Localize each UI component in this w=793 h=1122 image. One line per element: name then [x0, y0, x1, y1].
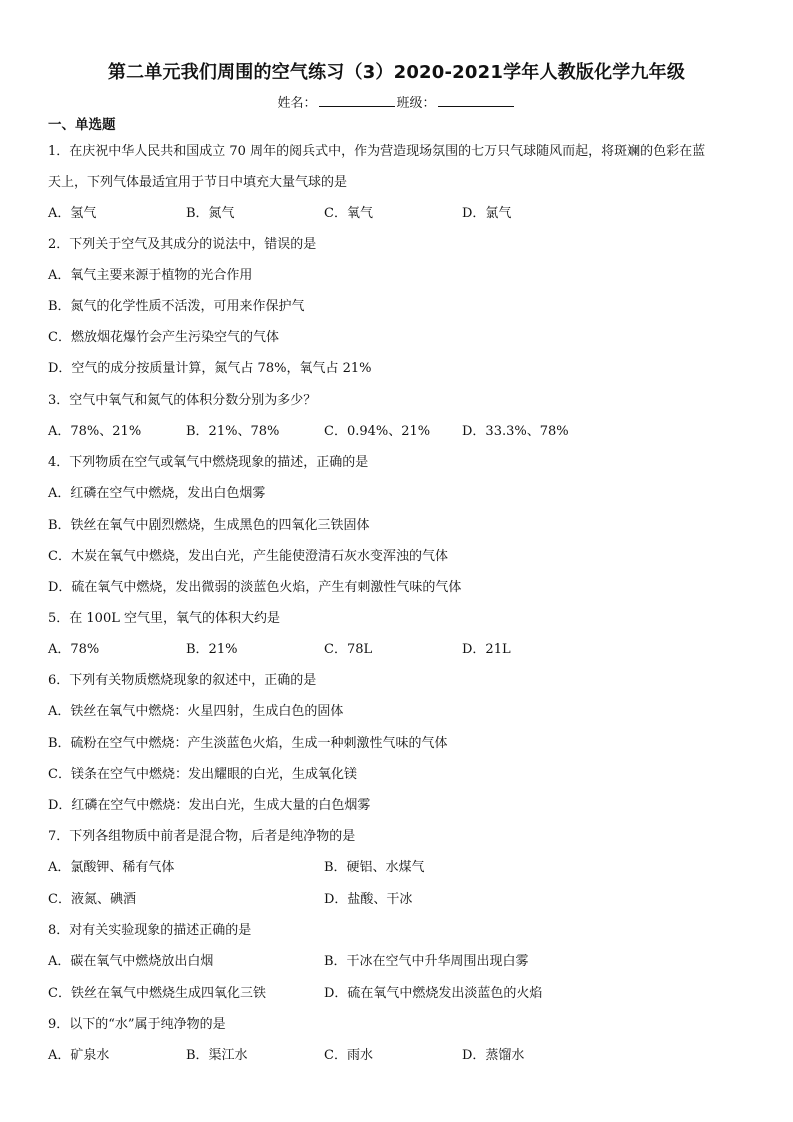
question-3-option-a[interactable]: A．78%、21%	[48, 424, 142, 439]
question-3-line-1: 3．空气中氧气和氮气的体积分数分别为多少？	[48, 393, 317, 408]
question-6-line-1: 6．下列有关物质燃烧现象的叙述中，正确的是	[48, 673, 317, 688]
question-4-option-c[interactable]: C．木炭在氧气中燃烧，发出白光，产生能使澄清石灰水变浑浊的气体	[48, 549, 448, 564]
question-4-option-a[interactable]: A．红磷在空气中燃烧，发出白色烟雾	[48, 486, 266, 501]
question-9-option-a[interactable]: A．矿泉水	[48, 1048, 110, 1063]
name-label: 姓名：	[277, 96, 317, 111]
question-4-option-d[interactable]: D．硫在氧气中燃烧，发出微弱的淡蓝色火焰，产生有刺激性气味的气体	[48, 580, 462, 595]
question-8-line-1: 8．对有关实验现象的描述正确的是	[48, 923, 252, 938]
question-4-option-b[interactable]: B．铁丝在氧气中剧烈燃烧，生成黑色的四氧化三铁固体	[48, 518, 370, 533]
question-2-option-a[interactable]: A．氧气主要来源于植物的光合作用	[48, 268, 253, 283]
question-6-option-c[interactable]: C．镁条在空气中燃烧：发出耀眼的白光，生成氧化镁	[48, 767, 357, 782]
question-1-option-a[interactable]: A．氢气	[48, 206, 97, 221]
question-5-option-b[interactable]: B．21%	[186, 642, 238, 657]
question-1-option-d[interactable]: D．氯气	[462, 206, 512, 221]
question-8-option-a[interactable]: A．碳在氧气中燃烧放出白烟	[48, 954, 214, 969]
question-9-option-d[interactable]: D．蒸馏水	[462, 1048, 525, 1063]
class-label: 班级：	[396, 96, 436, 111]
question-9-line-1: 9．以下的“水”属于纯净物的是	[48, 1017, 226, 1032]
student-info-line	[0, 92, 793, 111]
question-6-option-b[interactable]: B．硫粉在空气中燃烧：产生淡蓝色火焰，生成一种刺激性气味的气体	[48, 736, 448, 751]
question-1-option-c[interactable]: C．氧气	[324, 206, 373, 221]
question-5-option-c[interactable]: C．78L	[324, 642, 373, 657]
question-5-option-d[interactable]: D．21L	[462, 642, 511, 657]
question-8-option-b[interactable]: B．干冰在空气中升华周围出现白雾	[324, 954, 529, 969]
question-5-option-a[interactable]: A．78%	[48, 642, 100, 657]
page-title: 第二单元我们周围的空气练习（3）2020-2021学年人教版化学九年级	[107, 62, 686, 83]
question-9-option-b[interactable]: B．渠江水	[186, 1048, 248, 1063]
question-5-line-1: 5．在 100L 空气里，氧气的体积大约是	[48, 611, 280, 626]
name-blank[interactable]	[319, 94, 395, 107]
question-2-option-b[interactable]: B．氮气的化学性质不活泼，可用来作保护气	[48, 299, 305, 314]
question-1-line-2: 天上，下列气体最适宜用于节日中填充大量气球的是	[48, 175, 348, 190]
question-4-line-1: 4．下列物质在空气或氧气中燃烧现象的描述，正确的是	[48, 455, 369, 470]
question-7-option-a[interactable]: A．氯酸钾、稀有气体	[48, 860, 175, 875]
class-blank[interactable]	[438, 94, 514, 107]
question-8-option-c[interactable]: C．铁丝在氧气中燃烧生成四氧化三铁	[48, 986, 266, 1001]
question-7-line-1: 7．下列各组物质中前者是混合物，后者是纯净物的是	[48, 829, 356, 844]
question-3-option-d[interactable]: D．33.3%、78%	[462, 424, 569, 439]
question-6-option-a[interactable]: A．铁丝在氧气中燃烧：火星四射，生成白色的固体	[48, 704, 344, 719]
question-2-option-d[interactable]: D．空气的成分按质量计算，氮气占 78%，氧气占 21%	[48, 361, 372, 376]
question-2-line-1: 2．下列关于空气及其成分的说法中，错误的是	[48, 237, 317, 252]
question-1-option-b[interactable]: B．氮气	[186, 206, 235, 221]
question-7-option-b[interactable]: B．硬铝、水煤气	[324, 860, 425, 875]
question-9-option-c[interactable]: C．雨水	[324, 1048, 373, 1063]
section-title: 一、单选题	[48, 117, 116, 133]
question-7-option-c[interactable]: C．液氮、碘酒	[48, 892, 136, 907]
question-3-option-b[interactable]: B．21%、78%	[186, 424, 280, 439]
question-3-option-c[interactable]: C．0.94%、21%	[324, 424, 431, 439]
question-8-option-d[interactable]: D．硫在氧气中燃烧发出淡蓝色的火焰	[324, 986, 543, 1001]
question-6-option-d[interactable]: D．红磷在空气中燃烧：发出白光，生成大量的白色烟雾	[48, 798, 371, 813]
question-1-line-1: 1．在庆祝中华人民共和国成立 70 周年的阅兵式中，作为营造现场氛围的七万只气球随风而起，将斑斓的色彩在蓝	[48, 144, 706, 159]
question-7-option-d[interactable]: D．盐酸、干冰	[324, 892, 413, 907]
question-2-option-c[interactable]: C．燃放烟花爆竹会产生污染空气的气体	[48, 330, 279, 345]
